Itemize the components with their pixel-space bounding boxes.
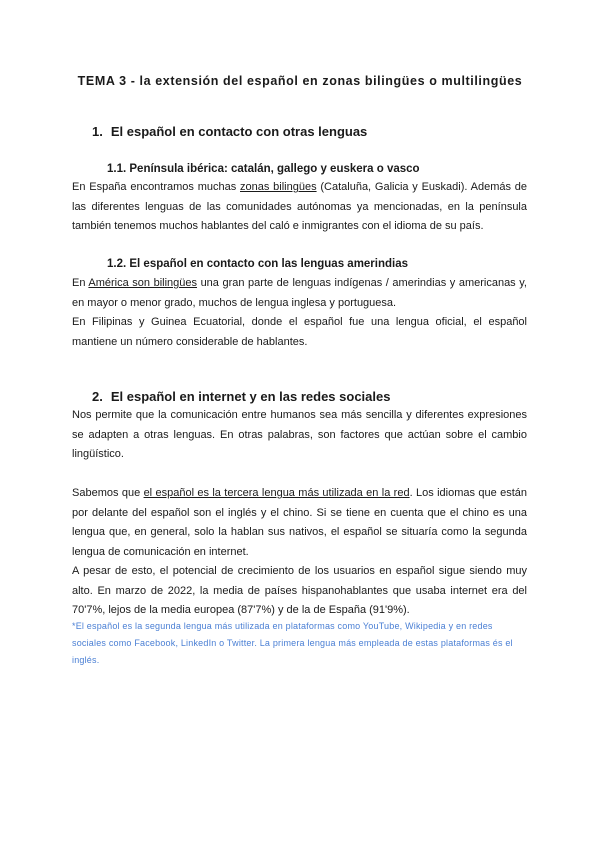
section-2-paragraph-1: Nos permite que la comunicación entre humanos sea más sencilla y diferentes expresiones se adapten a otras lenguas. En otras palabras, son factores que actúan sobre el cambio lingüístico. — [72, 409, 527, 460]
subsection-1-1-paragraph — [72, 178, 527, 237]
document-title: TEMA 3 - la extensión del español en zonas bilingües o multilingües — [77, 74, 523, 88]
underlined-phrase: América son bilingües — [88, 277, 198, 289]
section-2-paragraph-2 — [72, 484, 527, 562]
subsection-1-2-paragraph-1 — [72, 274, 527, 313]
section-1-number: 1. — [92, 124, 103, 139]
text-span: En — [72, 277, 89, 289]
footnote: *El español es la segunda lengua más utilizada en plataformas como YouTube, Wikipedia y en redes sociales como Facebook, LinkedIn o Twitter. La primera lengua más empleada de estas plataformas és el inglés. — [72, 621, 513, 665]
subsection-1-2-heading: 1.2. El español en contacto con las lenguas amerindias — [107, 258, 409, 270]
text-span: una gran parte de lenguas indígenas / amerindias y americanas y, en mayor o menor grado, muchos de lengua inglesa y portuguesa. — [72, 277, 527, 309]
text-span: Sabemos que — [72, 487, 144, 499]
section-2-heading — [92, 389, 390, 404]
text-span: . Los idiomas que están por delante del español son el inglés y el chino. Si se tiene en cuenta que el chino es una lengua que, en general, solo la hablan sus nativos, el español se situaría como la segunda lengua de comunicación en internet. — [72, 487, 528, 558]
section-2-paragraph-3: A pesar de esto, el potencial de crecimiento de los usuarios en español sigue siendo muy alto. En marzo de 2022, la media de países hispanohablantes que usaba internet era del 70'7%, lejos de la media europea (87'7%) y de la de España (91'9%). — [72, 565, 527, 616]
text-span: En España encontramos muchas — [72, 181, 241, 193]
text-span: (Cataluña, Galicia y Euskadi). Además de las diferentes lenguas de las comunidades autónomas ya mencionadas, en la península también tenemos muchos hablantes del caló e inmigrantes con el idioma de su país. — [72, 181, 527, 232]
underlined-phrase: zonas bilingües — [240, 181, 317, 193]
underlined-phrase: el español es la tercera lengua más utilizada en la red — [143, 487, 410, 499]
section-1-heading — [92, 124, 367, 139]
subsection-1-2-paragraph-2: En Filipinas y Guinea Ecuatorial, donde el español fue una lengua oficial, el español mantiene un número considerable de hablantes. — [72, 316, 527, 348]
section-2-number: 2. — [92, 389, 103, 404]
subsection-1-1-heading: 1.1. Península ibérica: catalán, gallego y euskera o vasco — [107, 163, 420, 175]
section-1-heading-text: El español en contacto con otras lenguas — [110, 124, 368, 139]
section-2-heading-text: El español en internet y en las redes sociales — [110, 389, 391, 404]
